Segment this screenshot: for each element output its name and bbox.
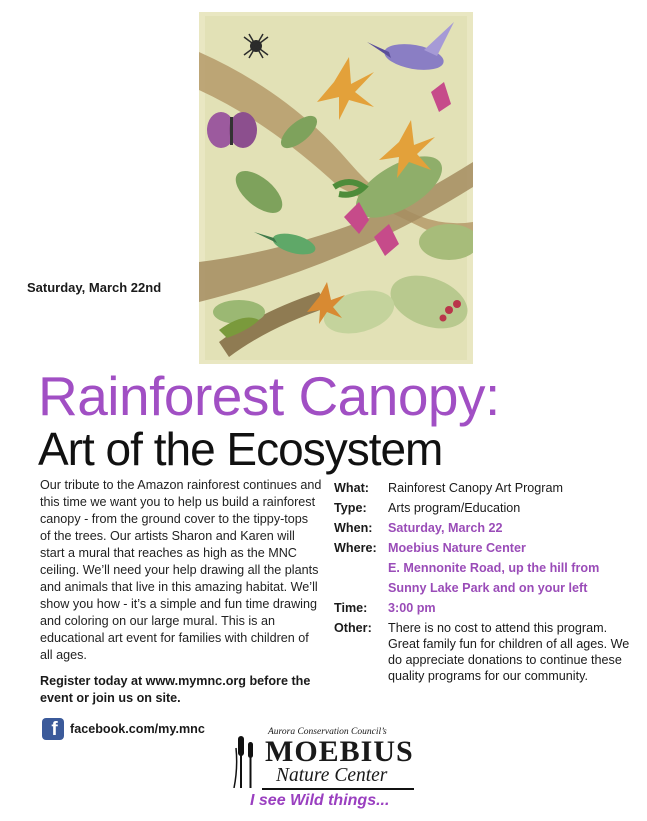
logo-name: MOEBIUS: [265, 735, 414, 768]
detail-label: When:: [334, 521, 373, 535]
title-sub: Art of the Ecosystem: [38, 423, 443, 475]
rainforest-illustration: [199, 12, 473, 364]
facebook-icon: f: [42, 718, 64, 740]
logo-subtitle: Nature Center: [276, 765, 388, 786]
event-details: [334, 478, 634, 684]
detail-value: [388, 538, 634, 598]
where-line-1: Moebius Nature Center: [388, 541, 526, 555]
where-line-2: E. Mennonite Road, up the hill from Sunny Lake Park and on your left: [388, 561, 600, 595]
cattail-logo-icon: [232, 728, 262, 788]
facebook-link[interactable]: [42, 718, 205, 740]
detail-value: There is no cost to attend this program. Great family fun for children of all ages. We do appreciate donations to continue these quality programs for our community.: [388, 621, 630, 683]
detail-value: Rainforest Canopy Art Program: [388, 481, 563, 495]
register-notice: Register today at www.mymnc.org before the event or join us on site.: [40, 674, 311, 705]
detail-label: Type:: [334, 501, 367, 515]
facebook-url[interactable]: facebook.com/my.mnc: [70, 722, 205, 736]
detail-where: [334, 538, 634, 598]
logo-caption: Aurora Conservation Council’s: [268, 727, 387, 737]
detail-label: Where:: [334, 541, 377, 555]
detail-when: [334, 518, 634, 538]
detail-what: [334, 478, 634, 498]
detail-value: Arts program/Education: [388, 501, 521, 515]
detail-time: [334, 598, 634, 618]
detail-type: [334, 498, 634, 518]
detail-other: [334, 618, 634, 684]
detail-label: Time:: [334, 601, 368, 615]
detail-label: Other:: [334, 621, 372, 635]
title-main: Rainforest Canopy:: [38, 365, 500, 427]
event-description: Our tribute to the Amazon rainforest continues and this time we want you to help us build a rainforest canopy - from the ground cover to the tippy-tops of the trees. Our artists Sharon and Karen will start a mural that reaches as high as the MNC ceiling. We’ll need your help drawing all the plants and animals that live in this amazing habitat. We’ll show you how - it’s a simple and fun time drawing and coloring on our large mural. This is an educational art event for families with children of all ages.: [40, 478, 322, 662]
detail-label: What:: [334, 481, 369, 495]
logo-divider: [262, 788, 414, 790]
event-date-side: Saturday, March 22nd: [27, 280, 162, 295]
detail-value: Saturday, March 22: [388, 521, 503, 535]
detail-value: 3:00 pm: [388, 601, 436, 615]
logo-tagline: I see Wild things...: [250, 792, 390, 809]
